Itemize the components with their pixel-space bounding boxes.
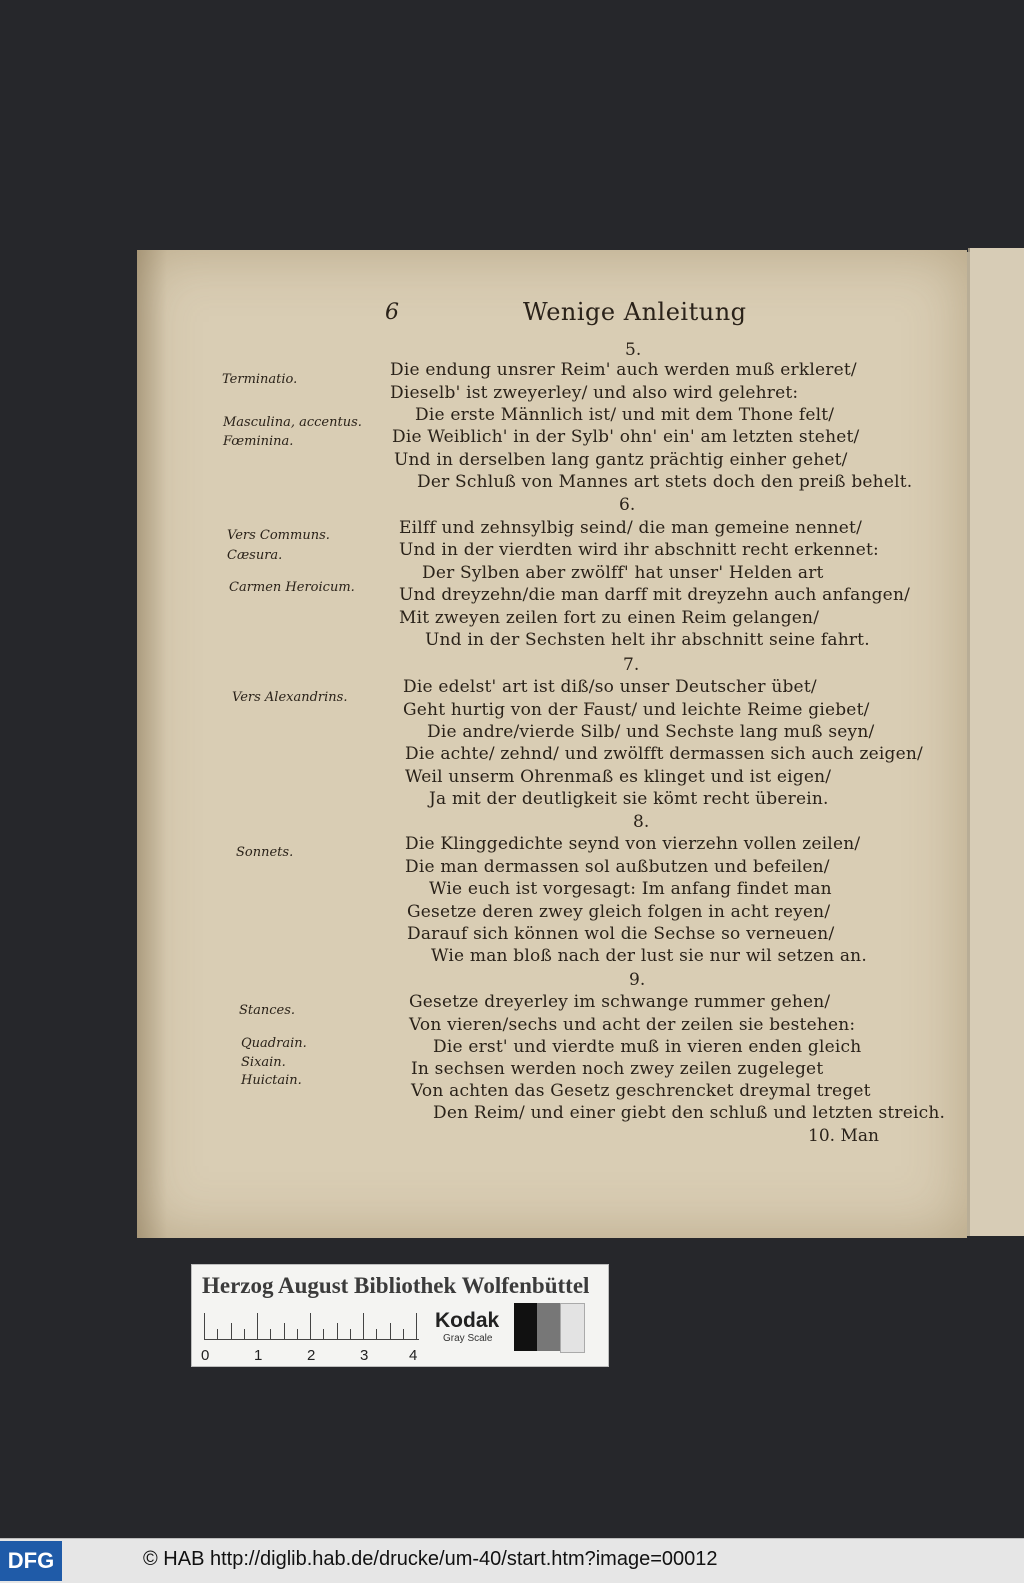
margin-note: Huictain. xyxy=(241,1073,302,1088)
margin-note: Vers Communs. xyxy=(227,528,330,543)
verse-line: Geht hurtig von der Faust/ und leichte Reime giebet/ xyxy=(403,700,870,720)
page-shadow xyxy=(137,250,167,1238)
gray-patch-mid xyxy=(537,1303,560,1351)
book-page xyxy=(137,250,967,1238)
margin-note: Quadrain. xyxy=(241,1036,307,1051)
verse-line: Den Reim/ und einer giebt den schluß und letzten streich. xyxy=(433,1103,946,1123)
gray-patch-white xyxy=(560,1303,585,1353)
verse-line: Dieselb' ist zweyerley/ und also wird gelehret: xyxy=(390,383,799,403)
verse-line: Die edelst' art ist diß/so unser Deutscher übet/ xyxy=(403,677,817,697)
margin-note: Terminatio. xyxy=(222,372,298,387)
verse-line: Der Schluß von Mannes art stets doch den preiß behelt. xyxy=(417,472,913,492)
verse-line: Die erste Männlich ist/ und mit dem Thone felt/ xyxy=(415,405,835,425)
verse-line: Von vieren/sechs und acht der zeilen sie bestehen: xyxy=(409,1015,856,1035)
adjacent-page-edge xyxy=(968,248,1024,1236)
measurement-ruler xyxy=(204,1313,419,1340)
stanza-number: 8. xyxy=(633,812,650,832)
verse-line: Und in der vierdten wird ihr abschnitt recht erkennet: xyxy=(399,540,879,560)
verse-line: Wie man bloß nach der lust sie nur wil setzen an. xyxy=(431,946,867,966)
running-title: Wenige Anleitung xyxy=(523,298,747,326)
ruler-label: 4 xyxy=(409,1347,418,1364)
verse-line: Die Klinggedichte seynd von vierzehn vollen zeilen/ xyxy=(405,834,861,854)
verse-line: Der Sylben aber zwölff' hat unser' Helden art xyxy=(422,563,824,583)
verse-line: In sechsen werden noch zwey zeilen zugeleget xyxy=(411,1059,824,1079)
verse-line: Und dreyzehn/die man darff mit dreyzehn auch anfangen/ xyxy=(399,585,911,605)
verse-line: Mit zweyen zeilen fort zu einen Reim gelangen/ xyxy=(399,608,820,628)
stanza-number: 5. xyxy=(625,340,642,360)
catchword: 10. Man xyxy=(808,1126,879,1146)
color-calibration-card xyxy=(191,1264,609,1367)
verse-line: Die man dermassen sol außbutzen und befeilen/ xyxy=(405,857,830,877)
stanza-number: 6. xyxy=(619,495,636,515)
margin-note: Stances. xyxy=(239,1003,296,1018)
verse-line: Und in der Sechsten helt ihr abschnitt seine fahrt. xyxy=(425,630,870,650)
ruler-label: 1 xyxy=(254,1347,263,1364)
margin-note: Sonnets. xyxy=(236,845,294,860)
stanza-number: 9. xyxy=(629,970,646,990)
verse-line: Weil unserm Ohrenmaß es klinget und ist eigen/ xyxy=(405,767,832,787)
kodak-logo: Kodak xyxy=(435,1309,500,1332)
margin-note: Cæsura. xyxy=(227,548,283,563)
margin-note: Vers Alexandrins. xyxy=(232,690,348,705)
verse-line: Ja mit der deutligkeit sie kömt recht überein. xyxy=(429,789,829,809)
verse-line: Die Weiblich' in der Sylb' ohn' ein' am letzten stehet/ xyxy=(392,427,860,447)
verse-line: Gesetze dreyerley im schwange rummer gehen/ xyxy=(409,992,831,1012)
page-number: 6 xyxy=(385,300,399,325)
margin-note: Fœminina. xyxy=(223,434,294,449)
library-name: Herzog August Bibliothek Wolfenbüttel xyxy=(202,1273,590,1298)
margin-note: Carmen Heroicum. xyxy=(229,580,355,595)
gray-patch-black xyxy=(514,1303,537,1351)
verse-line: Darauf sich können wol die Sechse so verneuen/ xyxy=(407,924,835,944)
verse-line: Die endung unsrer Reim' auch werden muß erkleret/ xyxy=(390,360,857,380)
verse-line: Die achte/ zehnd/ und zwölfft dermassen sich auch zeigen/ xyxy=(405,744,923,764)
verse-line: Gesetze deren zwey gleich folgen in acht reyen/ xyxy=(407,902,831,922)
verse-line: Die andre/vierde Silb/ und Sechste lang muß seyn/ xyxy=(427,722,875,742)
grayscale-label: Gray Scale xyxy=(443,1333,493,1344)
ruler-label: 2 xyxy=(307,1347,316,1364)
verse-line: Die erst' und vierdte muß in vieren enden gleich xyxy=(433,1037,862,1057)
verse-line: Eilff und zehnsylbig seind/ die man gemeine nennet/ xyxy=(399,518,863,538)
verse-line: Von achten das Gesetz geschrencket dreymal treget xyxy=(411,1081,871,1101)
copyright-link[interactable]: © HAB http://diglib.hab.de/drucke/um-40/start.htm?image=00012 xyxy=(143,1548,718,1570)
stanza-number: 7. xyxy=(623,655,640,675)
margin-note: Masculina, accentus. xyxy=(223,415,362,430)
verse-line: Wie euch ist vorgesagt: Im anfang findet man xyxy=(429,879,832,899)
verse-line: Und in derselben lang gantz prächtig einher gehet/ xyxy=(394,450,848,470)
ruler-label: 3 xyxy=(360,1347,369,1364)
margin-note: Sixain. xyxy=(241,1055,286,1070)
ruler-label: 0 xyxy=(201,1347,210,1364)
running-head xyxy=(137,300,967,330)
dfg-logo: DFG xyxy=(0,1541,62,1581)
footer-bar xyxy=(0,1538,1024,1583)
